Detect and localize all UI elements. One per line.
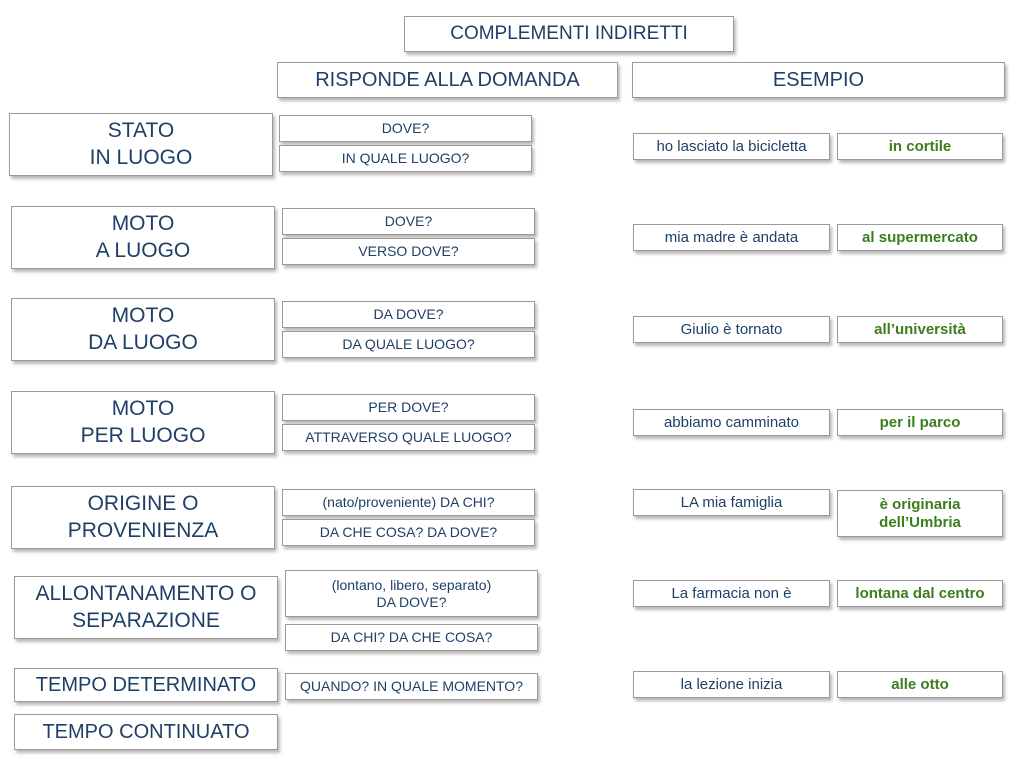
page-title bbox=[404, 16, 734, 52]
example-text: mia madre è andata bbox=[664, 228, 799, 246]
question-box bbox=[285, 673, 538, 700]
header-risponde bbox=[277, 62, 618, 98]
question-text: VERSO DOVE? bbox=[358, 243, 459, 260]
example-text: Giulio è tornato bbox=[680, 320, 783, 338]
question-box bbox=[279, 145, 532, 172]
complement-label bbox=[14, 714, 278, 750]
question-box bbox=[282, 424, 535, 451]
complement-label-text: MOTO A LUOGO bbox=[95, 211, 191, 262]
question-text: PER DOVE? bbox=[368, 399, 449, 416]
complement-label bbox=[9, 113, 273, 176]
complement-label bbox=[14, 668, 278, 702]
question-text: (nato/proveniente) DA CHI? bbox=[322, 494, 495, 511]
example-answer bbox=[837, 671, 1003, 698]
answer-text: al supermercato bbox=[862, 228, 978, 246]
answer-text: è originaria dell’Umbria bbox=[879, 495, 961, 531]
question-box bbox=[279, 115, 532, 142]
example-sentence bbox=[633, 489, 830, 516]
page-title-text: COMPLEMENTI INDIRETTI bbox=[450, 22, 688, 44]
question-text: (lontano, libero, separato) DA DOVE? bbox=[331, 576, 492, 610]
question-box bbox=[285, 624, 538, 651]
complement-label-text: STATO IN LUOGO bbox=[89, 118, 193, 169]
example-sentence bbox=[633, 224, 830, 251]
question-box bbox=[282, 394, 535, 421]
question-text: QUANDO? IN QUALE MOMENTO? bbox=[299, 678, 523, 695]
question-text: IN QUALE LUOGO? bbox=[341, 150, 470, 167]
question-box bbox=[282, 238, 535, 265]
example-sentence bbox=[633, 671, 830, 698]
example-sentence bbox=[633, 580, 830, 607]
example-sentence bbox=[633, 316, 830, 343]
example-text: la lezione inizia bbox=[680, 675, 783, 693]
complement-label bbox=[14, 576, 278, 639]
complement-label-text: ORIGINE O PROVENIENZA bbox=[67, 491, 219, 542]
question-text: DA CHE COSA? DA DOVE? bbox=[319, 524, 498, 541]
answer-text: in cortile bbox=[888, 137, 952, 155]
header-risponde-text: RISPONDE ALLA DOMANDA bbox=[315, 69, 580, 91]
example-text: ho lasciato la bicicletta bbox=[656, 137, 807, 155]
complement-label-text: MOTO PER LUOGO bbox=[80, 396, 206, 447]
complement-label bbox=[11, 391, 275, 454]
example-sentence bbox=[633, 409, 830, 436]
example-answer bbox=[837, 409, 1003, 436]
example-answer bbox=[837, 224, 1003, 251]
question-box bbox=[282, 301, 535, 328]
question-text: DOVE? bbox=[381, 120, 430, 137]
question-text: DA DOVE? bbox=[373, 306, 444, 323]
example-answer bbox=[837, 316, 1003, 343]
complement-label-text: ALLONTANAMENTO O SEPARAZIONE bbox=[35, 581, 257, 632]
question-text: DOVE? bbox=[384, 213, 433, 230]
example-answer bbox=[837, 133, 1003, 160]
answer-text: lontana dal centro bbox=[855, 584, 985, 602]
example-answer bbox=[837, 490, 1003, 537]
header-esempio-text: ESEMPIO bbox=[772, 69, 865, 91]
question-text: DA CHI? DA CHE COSA? bbox=[330, 629, 493, 646]
example-answer bbox=[837, 580, 1003, 607]
answer-text: alle otto bbox=[891, 675, 949, 693]
header-esempio bbox=[632, 62, 1005, 98]
answer-text: all’università bbox=[874, 320, 966, 338]
example-text: LA mia famiglia bbox=[680, 493, 783, 511]
example-text: La farmacia non è bbox=[671, 584, 792, 602]
complement-label bbox=[11, 486, 275, 549]
question-box bbox=[282, 331, 535, 358]
question-box bbox=[282, 208, 535, 235]
answer-text: per il parco bbox=[879, 413, 961, 431]
question-text: ATTRAVERSO QUALE LUOGO? bbox=[305, 429, 512, 446]
complement-label-text: TEMPO CONTINUATO bbox=[42, 721, 250, 743]
question-box bbox=[285, 570, 538, 617]
complement-label-text: TEMPO DETERMINATO bbox=[35, 674, 257, 696]
example-sentence bbox=[633, 133, 830, 160]
complement-label bbox=[11, 298, 275, 361]
question-text: DA QUALE LUOGO? bbox=[342, 336, 475, 353]
complement-label-text: MOTO DA LUOGO bbox=[88, 303, 198, 354]
complement-label bbox=[11, 206, 275, 269]
question-box bbox=[282, 489, 535, 516]
example-text: abbiamo camminato bbox=[663, 413, 800, 431]
question-box bbox=[282, 519, 535, 546]
